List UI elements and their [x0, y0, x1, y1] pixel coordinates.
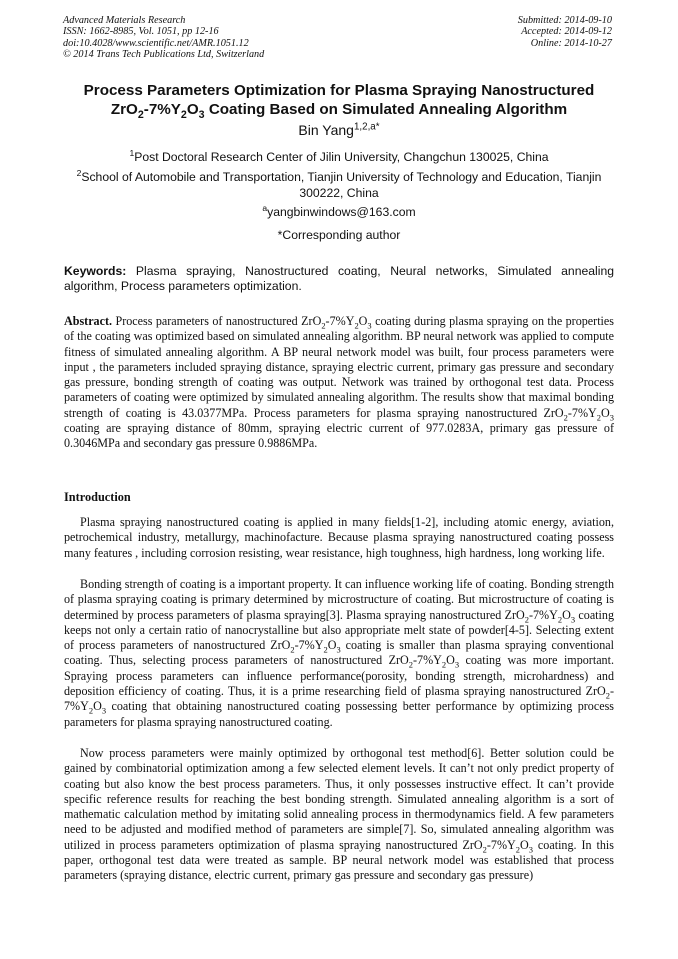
introduction-heading: Introduction — [64, 490, 131, 504]
doi-line[interactable]: doi:10.4028/www.scientific.net/AMR.1051.12 — [63, 37, 249, 49]
formula-subscript: 3 — [367, 320, 372, 331]
intro-paragraph-1: Plasma spraying nanostructured coating is applied in many fields[1-2], including atomic energy, aviation, petrochemical industry, metallurgy, machinofacture. Because plasma spraying nanostructured coating possess many features , including corrosion resisting, wear resistance, high toughness, high hardness, long working life. — [64, 515, 614, 560]
formula-subscript: 2 — [408, 659, 414, 670]
formula-subscript: 2 — [321, 320, 326, 331]
formula-part: O — [520, 837, 529, 852]
formula-subscript: 3 — [570, 614, 576, 624]
title-line-1: Process Parameters Optimization for Plasma Spraying Nanostructured — [83, 82, 595, 99]
paragraph-text: Now process parameters were mainly optimized by orthogonal test method[6]. Better solution could be gained by combinatorial optimization among a few selected element levels. It can’t not only predict property of coating but also know the best process parameters. Thus, it only possesses instructive effect. It can’t provide specific reference results for reaching the best bonding strength. Simulated annealing algorithm is a sort of mathematic calculation method by imitating solid annealing process in thermodynamics field. A few parameters need to be adjusted and modified method of parameters are simple[7]. So, simulated annealing algorithm was utilized in process parameters optimization of plasma spraying nanostructured — [64, 746, 614, 852]
journal-name: Advanced Materials Research — [63, 15, 186, 26]
keywords — [64, 264, 614, 293]
formula-part: ZrO — [462, 837, 483, 852]
formula-subscript: 2 — [88, 705, 94, 716]
corresponding-author: *Corresponding author — [277, 228, 401, 242]
author-marks: 1,2,a* — [353, 121, 380, 133]
formula-part: O — [93, 699, 102, 714]
publication-dates — [518, 15, 612, 49]
formula-part: -7%Y — [528, 607, 558, 622]
formula-subscript: 2 — [323, 644, 328, 655]
formula-part: ZrO — [585, 684, 606, 699]
intro-paragraph-3 — [64, 746, 614, 884]
affiliation-text: Post Doctoral Research Center of Jilin University, Changchun 130025, China — [134, 150, 549, 164]
email-line — [40, 202, 638, 221]
formula-part: ZrO — [504, 607, 525, 622]
formula-subscript: 2 — [557, 614, 563, 624]
keywords-label: Keywords: — [64, 264, 127, 278]
paragraph-text: coating. In this paper, orthogonal test data were treated as sample. BP neural network model was established that process parameters (spraying distance, electric current, primary gas pressure and secondary gas pressure) — [64, 837, 614, 883]
formula-subscript: 2 — [605, 690, 610, 701]
paragraph-text: coating that obtaining nanostructured coating possessing better performance by optimizing process parameters for plasma spraying nanostructured coating. — [64, 699, 614, 729]
author-name: Bin Yang — [298, 122, 354, 138]
formula-part: O — [562, 607, 571, 622]
formula-subscript: 2 — [524, 614, 529, 624]
formula-part: O — [446, 653, 455, 668]
formula-part: -7%Y — [486, 837, 516, 852]
accepted-date: Accepted: 2014-09-12 — [521, 26, 612, 38]
formula-part: ZrO — [270, 638, 291, 653]
title-sub: 2 — [180, 109, 187, 122]
journal-meta — [63, 15, 264, 61]
paragraph-text: Bonding strength of coating is a important property. It can influence working life of coating. Bonding strength of plasma spraying coating is primary determined by microstructure of coating. But microstructure of coating is determined by process parameters of plasma spraying[3]. Plasma spraying nanostructured — [64, 577, 614, 622]
abstract — [64, 314, 614, 452]
abstract-text: coating are spraying distance of 80mm, spraying electric current of 977.0283A, primary gas pressure of 0.3046MPa and secondary gas pressure 0.9886MPa. — [64, 421, 614, 451]
formula-part: ZrO — [388, 653, 409, 668]
abstract-text: Process parameters of nanostructured — [115, 314, 302, 328]
formula-part: -7%Y — [64, 684, 614, 714]
formula-subscript: 2 — [290, 644, 295, 655]
formula-part: ZrO — [301, 314, 322, 328]
formula-subscript: 2 — [596, 412, 602, 423]
formula-subscript: 2 — [441, 659, 447, 670]
formula-part: ZrO — [543, 405, 564, 420]
intro-paragraph-2 — [64, 577, 614, 730]
title-part: Coating Based on Simulated Annealing Algorithm — [204, 101, 568, 118]
affiliation-mark: 1 — [129, 147, 135, 158]
affiliation-1 — [40, 147, 638, 166]
chemical-formula — [462, 837, 533, 855]
affiliation-2 — [60, 167, 618, 201]
formula-subscript: 2 — [354, 320, 359, 331]
abstract-label: Abstract. — [64, 314, 113, 328]
chemical-formula — [270, 638, 341, 655]
title-sub: 3 — [198, 109, 205, 122]
formula-part: -7%Y — [325, 314, 355, 328]
paper-title — [40, 81, 638, 122]
copyright-line: © 2014 Trans Tech Publications Ltd, Switzerland — [63, 49, 265, 61]
formula-part: O — [358, 314, 368, 328]
keywords-text: Plasma spraying, Nanostructured coating, Neural networks, Simulated annealing algorithm, Process parameters optimization. — [64, 264, 614, 293]
email-address[interactable]: yangbinwindows@163.com — [267, 205, 416, 219]
formula-subscript: 2 — [482, 844, 487, 855]
email-mark: a — [262, 202, 268, 213]
formula-subscript: 3 — [528, 844, 533, 855]
title-part: -7%Y — [143, 101, 181, 118]
chemical-formula — [505, 608, 575, 622]
abstract-text: coating during plasma spraying on the properties of the coating was optimized based on simulated annealing algorithm. BP neural network was applied to compute fitness of simulated annealing algorithm. A BP neural network model was built, four process parameters were input , the parameters included spraying distance, spraying electric current, primary gas pressure and secondary gas pressure, bonding strength of coating was output. Network was trained by orthogonal test data. Process parameters of coating were optimized by simulated annealing algorithm. The results show that maximal bonding strength of coating is 43.0377MPa. Process parameters for plasma spraying nanostructured — [64, 314, 614, 420]
formula-subscript: 3 — [336, 644, 341, 655]
title-part: O — [186, 101, 199, 118]
formula-part: O — [601, 405, 610, 420]
formula-subscript: 3 — [101, 705, 107, 716]
formula-part: -7%Y — [567, 405, 597, 420]
submitted-date: Submitted: 2014-09-10 — [517, 15, 612, 26]
title-part: ZrO — [110, 101, 138, 118]
paragraph-text: coating keeps not only a certain ratio of nanocrystalline but also appropriate melt state of powder[4-5]. Selecting extent of process parameters of nanostructured — [64, 607, 614, 653]
formula-part: O — [327, 638, 337, 653]
formula-subscript: 2 — [563, 412, 568, 423]
formula-subscript: 3 — [454, 659, 460, 670]
chemical-formula — [301, 314, 372, 331]
paragraph-text: coating was more important. Spraying process parameters can influence performance(porosity, bonding strength, microhardness) and deposition efficiency of coating. Thus, it is a prime researching field of plasma spraying nanostructured — [64, 653, 614, 699]
formula-part: -7%Y — [294, 638, 324, 653]
title-line-2 — [40, 100, 638, 122]
affiliation-text: School of Automobile and Transportation, Tianjin University of Technology and Education, Tianjin 300222, China — [81, 170, 602, 200]
paragraph-text: coating is smaller than plasma spraying conventional coating. Thus, selecting process parameters of nanostructured — [64, 638, 614, 668]
affiliation-mark: 2 — [76, 167, 82, 178]
chemical-formula — [543, 405, 614, 423]
author-line — [0, 122, 678, 138]
formula-subscript: 2 — [515, 844, 521, 855]
formula-subscript: 3 — [609, 412, 614, 423]
online-date: Online: 2014-10-27 — [530, 37, 612, 49]
formula-part: -7%Y — [413, 653, 442, 668]
title-sub: 2 — [137, 109, 144, 122]
chemical-formula — [388, 653, 460, 670]
issn-line: ISSN: 1662-8985, Vol. 1051, pp 12-16 — [63, 26, 219, 38]
